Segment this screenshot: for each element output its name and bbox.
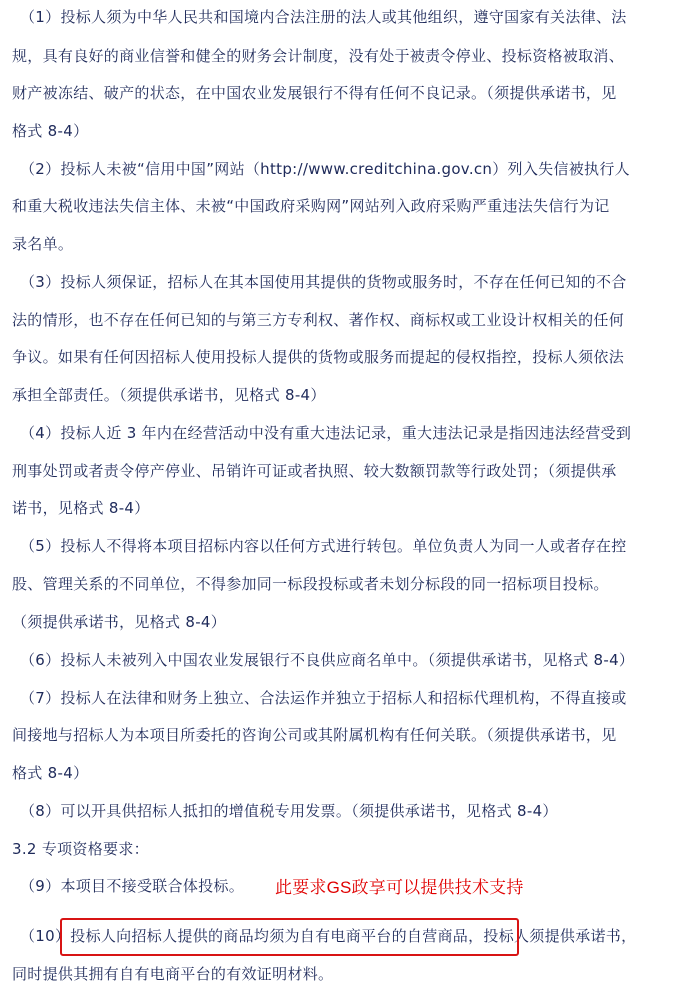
text-line: 诺书，见格式 8-4） xyxy=(12,499,150,517)
highlight-box xyxy=(60,918,519,956)
text-line: （10）投标人向招标人提供的商品均须为自有电商平台的自营商品，投标人须提供承诺书， xyxy=(20,927,637,945)
text-line: 财产被冻结、破产的状态，在中国农业发展银行不得有任何不良记录。（须提供承诺书，见 xyxy=(12,84,617,102)
text-line: 法的情形，也不存在任何已知的与第三方专利权、著作权、商标权或工业设计权相关的任何 xyxy=(12,311,625,329)
text-line: （4）投标人近 3 年内在经营活动中没有重大违法记录，重大违法记录是指因违法经营受到 xyxy=(20,424,632,442)
text-line: （5）投标人不得将本项目招标内容以任何方式进行转包。单位负责人为同一人或者存在控 xyxy=(20,537,627,555)
text-line: 同时提供其拥有自有电商平台的有效证明材料。 xyxy=(12,965,334,983)
text-line: （7）投标人在法律和财务上独立、合法运作并独立于招标人和招标代理机构，不得直接或 xyxy=(20,689,627,707)
text-line: 录名单。 xyxy=(12,235,74,253)
text-line: 规，具有良好的商业信誉和健全的财务会计制度，没有处于被责令停业、投标资格被取消、 xyxy=(12,47,625,65)
text-line: （1）投标人须为中华人民共和国境内合法注册的法人或其他组织，遵守国家有关法律、法 xyxy=(20,8,627,26)
section-heading: 3.2 专项资格要求： xyxy=(12,840,149,858)
text-line: （2）投标人未被“信用中国”网站（http://www.creditchina.gov.cn）列入失信被执行人 xyxy=(20,160,630,178)
text-line: 承担全部责任。（须提供承诺书，见格式 8-4） xyxy=(12,386,326,404)
text-line: 格式 8-4） xyxy=(12,764,89,782)
text-line: 和重大税收违法失信主体、未被“中国政府采购网”网站列入政府采购严重违法失信行为记 xyxy=(12,197,610,215)
text-line: 刑事处罚或者责令停产停业、吊销许可证或者执照、较大数额罚款等行政处罚；（须提供承 xyxy=(12,462,617,480)
text-line: （6）投标人未被列入中国农业发展银行不良供应商名单中。（须提供承诺书，见格式 8-4） xyxy=(20,651,635,669)
text-line: （3）投标人须保证，招标人在其本国使用其提供的货物或服务时，不存在任何已知的不合 xyxy=(20,273,627,291)
text-line: （8）可以开具供招标人抵扣的增值税专用发票。（须提供承诺书，见格式 8-4） xyxy=(20,802,558,820)
text-line: （须提供承诺书，见格式 8-4） xyxy=(12,613,227,631)
text-line: 间接地与招标人为本项目所委托的咨询公司或其附属机构有任何关联。（须提供承诺书，见 xyxy=(12,726,617,744)
red-annotation: 此要求GS政享可以提供技术支持 xyxy=(275,878,524,897)
text-line: 格式 8-4） xyxy=(12,122,89,140)
text-line: 股、管理关系的不同单位，不得参加同一标段投标或者未划分标段的同一招标项目投标。 xyxy=(12,575,609,593)
text-line: 争议。如果有任何因招标人使用投标人提供的货物或服务而提起的侵权指控，投标人须依法 xyxy=(12,348,625,366)
text-line: （9）本项目不接受联合体投标。 xyxy=(20,877,245,895)
